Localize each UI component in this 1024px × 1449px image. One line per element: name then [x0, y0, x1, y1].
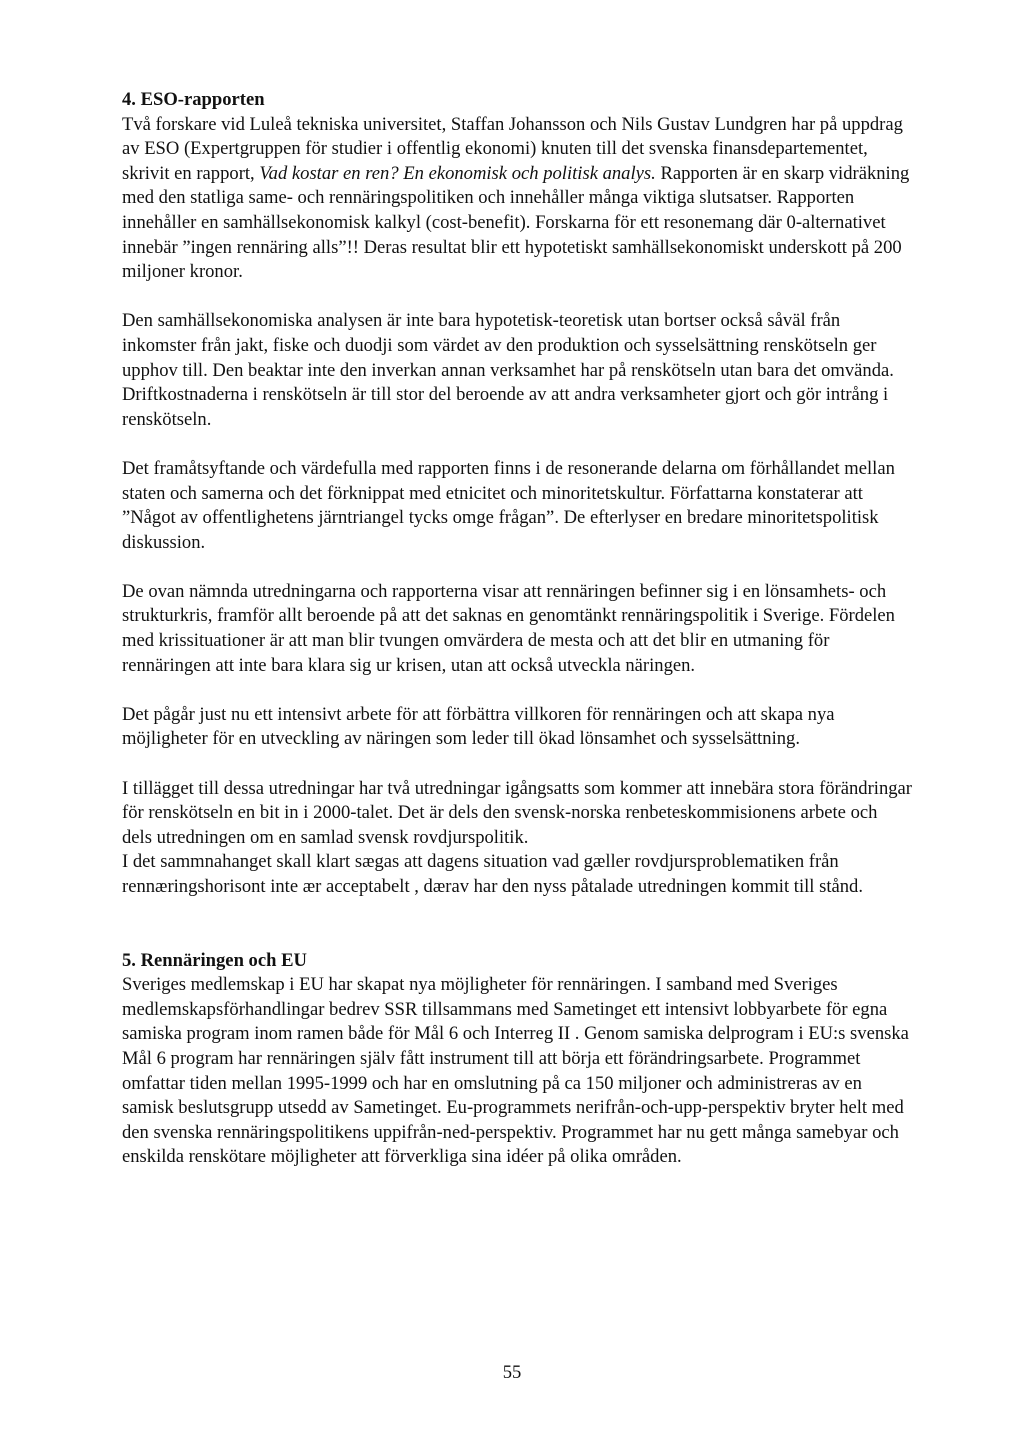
section-4-paragraph-1: [122, 113, 912, 285]
section-4-heading: 4. ESO-rapporten: [122, 89, 265, 110]
document-page: [122, 88, 912, 1195]
section-4-paragraph-3: Det framåtsyftande och värdefulla med rapporten finns i de resonerande delarna om förhållandet mellan staten och samerna och det förknippat med etnicitet och minoritetskultur. Författarna konstaterar att ”Något av offentlighetens järntriangel tycks omge frågan”. De efterlyser en bredare minoritetspolitisk diskussion.: [122, 457, 895, 553]
section-4-paragraph-2: Den samhällsekonomiska analysen är inte bara hypotetisk-teoretisk utan bortser också såväl från inkomster från jakt, fiske och duodji som värdet av den produktion och sysselsättning renskötseln ger upphov till. Den beaktar inte den inverkan annan verksamhet har på renskötseln utan bara det omvända. Driftkostnaderna i renskötseln är till stor del beroende av att andra verksamheter gjort och gör intrång i renskötseln.: [122, 310, 894, 430]
paragraph-text: Två forskare vid Luleå tekniska universitet, Staffan Johansson och Nils Gustav Lundgren har på uppdrag av ESO (Expertgruppen för studier i offentlig ekonomi) knuten till det svenska finansdepartementet, skrivit en rapport,: [122, 113, 903, 184]
section-4-paragraph-5: Det pågår just nu ett intensivt arbete för att förbättra villkoren för rennäringen och att skapa nya möjligheter för en utveckling av näringen som leder till ökad lönsamhet och sysselsättning.: [122, 703, 835, 750]
section-5-paragraph-1: Sveriges medlemskap i EU har skapat nya möjligheter för rennäringen. I samband med Sveriges medlemskapsförhandlingar bedrev SSR tillsammans med Sametinget ett intensivt lobbyarbete för egna samiska program inom ramen både för Mål 6 och Interreg II . Genom samiska delprogram i EU:s svenska Mål 6 program har rennäringen själv fått instrument till att börja ett förändringsarbete. Programmet omfattar tiden mellan 1995-1999 och har en omslutning på ca 150 miljoner och administreras av en samisk beslutsgrupp utsedd av Sametinget. Eu-programmets nerifrån-och-upp-perspektiv bryter helt med den svenska rennäringspolitikens uppifrån-ned-perspektiv. Programmet har nu gett många samebyar och enskilda renskötare möjligheter att förverkliga sina idéer på olika områden.: [122, 974, 909, 1168]
paragraph-text: I tillägget till dessa utredningar har två utredningar igångsatts som kommer att innebära stora förändringar för renskötseln en bit in i 2000-talet. Det är dels den svensk-norska renbeteskommisionens arbete och dels utredningen om en samlad svensk rovdjurspolitik.: [122, 777, 912, 848]
section-4-paragraph-6: [122, 777, 912, 900]
page-number: 55: [502, 1362, 522, 1383]
report-title: Vad kostar en ren? En ekonomisk och politisk analys.: [259, 162, 656, 184]
paragraph-text: Rapporten är en skarp vidräkning med den statliga same- och rennäringspolitiken och innehåller många viktiga slutsatser. Rapporten innehåller en samhällsekonomisk kalkyl (cost-benefit). Forskarna för ett resonemang där 0-alternativet innebär ”ingen rennäring alls”!! Deras resultat blir ett hypotetiskt samhällsekonomiskt underskott på 200 miljoner kronor.: [122, 162, 910, 283]
section-5-heading: 5. Rennäringen och EU: [122, 949, 307, 971]
paragraph-text: I det sammnahanget skall klart sægas att dagens situation vad gæller rovdjursproblematiken från rennæringshorisont inte ær acceptabelt , dærav har den nyss påtalade utredningen kommit till stånd.: [122, 851, 863, 897]
section-4-paragraph-4: De ovan nämnda utredningarna och rapporterna visar att rennäringen befinner sig i en lönsamhets- och strukturkris, framför allt beroende på att det saknas en genomtänkt rennäringspolitik i Sverige. Fördelen med krissituationer är att man blir tvungen omvärdera de mesta och att det blir en utmaning för rennäringen att inte bara klara sig ur krisen, utan att också utveckla näringen.: [122, 580, 895, 676]
